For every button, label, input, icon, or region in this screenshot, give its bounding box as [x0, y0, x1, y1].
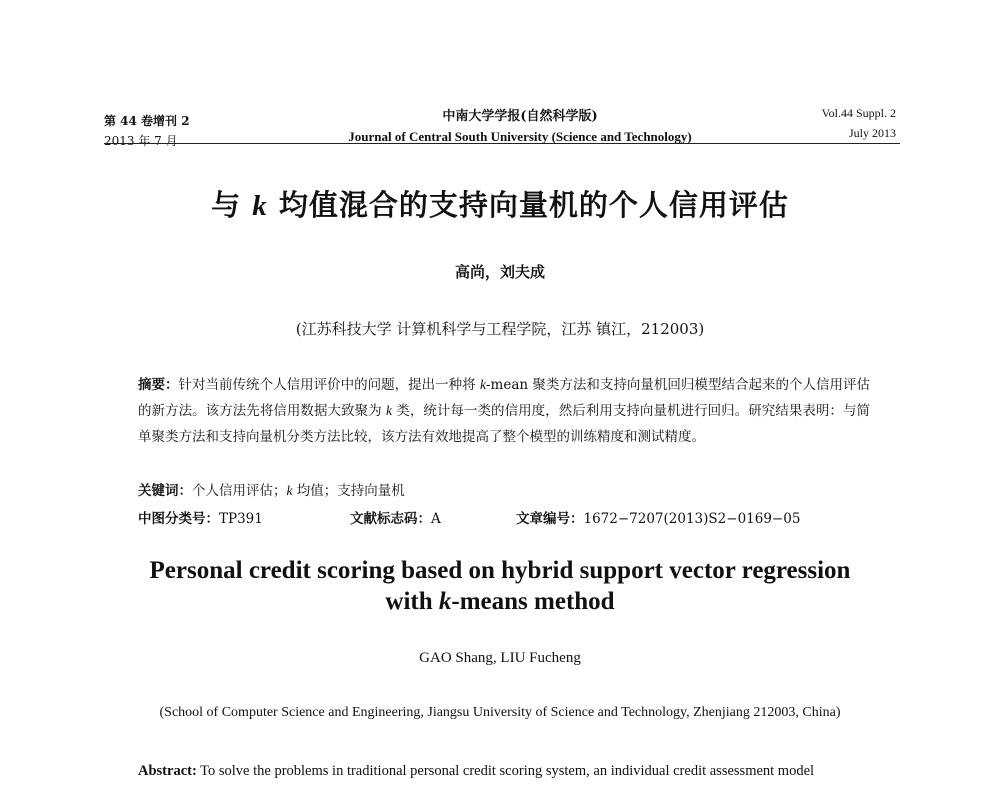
title-cn-post: 均值混合的支持向量机的个人信用评估 — [267, 188, 789, 222]
journal-name — [300, 107, 740, 147]
abstract-cn-k2: k — [385, 403, 392, 418]
art-label: 文章编号： — [516, 511, 584, 527]
abstract-en-text: To solve the problems in traditional personal credit scoring system, an individual credit assessment model — [196, 763, 815, 779]
title-en-line1: Personal credit scoring based on hybrid support vector regression — [149, 557, 851, 584]
keywords-cn — [138, 480, 405, 502]
paper-title-cn — [0, 183, 1000, 224]
date-en: July 2013 — [848, 126, 896, 140]
affiliation-en: (School of Computer Science and Engineering, Jiangsu University of Science and Technology, Zhenjiang 212003, China) — [159, 705, 841, 720]
abstract-cn-k1: k — [479, 377, 486, 392]
article-number — [516, 508, 800, 530]
abstract-cn — [138, 372, 870, 450]
journal-volume-cn — [104, 111, 190, 151]
clc-value: TP391 — [219, 511, 263, 527]
keywords-cn-text2: 均值；支持向量机 — [292, 483, 405, 499]
journal-name-cn: 中南大学学报(自然科学版) — [442, 109, 598, 124]
document-code — [350, 508, 441, 530]
title-en-line2 — [0, 586, 1000, 617]
clc-number — [138, 508, 263, 530]
title-en-line2-post: -means method — [451, 588, 615, 615]
journal-name-en: Journal of Central South University (Science and Technology) — [348, 129, 692, 144]
abstract-cn-part2: -mean 聚类方法和支持向量机回归模型结合起来的个人信用评估的新方法。该方法先将信用数据大致聚为 — [138, 377, 871, 419]
art-value: 1672−7207(2013)S2−0169−05 — [583, 511, 801, 527]
authors-en: GAO Shang, LIU Fucheng — [419, 650, 581, 666]
abstract-en-label: Abstract: — [138, 763, 197, 779]
abstract-cn-label: 摘要： — [138, 377, 179, 393]
abstract-cn-part3: 类，统计每一类的信用度，然后利用支持向量机进行回归。研究结果表明：与简单聚类方法和支持向量机分类方法比较，该方法有效地提高了整个模型的训练精度和测试精度。 — [138, 403, 870, 445]
clc-label: 中图分类号： — [138, 511, 219, 527]
abstract-cn-part1: 针对当前传统个人信用评价中的问题，提出一种将 — [178, 377, 480, 393]
keywords-cn-label: 关键词： — [138, 483, 192, 499]
keywords-cn-text1: 个人信用评估； — [192, 483, 287, 499]
abstract-en — [138, 760, 870, 782]
authors-cn: 高尚，刘夫成 — [454, 263, 545, 281]
header-rule — [104, 143, 900, 144]
affiliation-cn: (江苏科技大学 计算机科学与工程学院，江苏 镇江，212003) — [295, 320, 705, 338]
title-cn-k: k — [252, 190, 268, 222]
paper-title-en — [0, 555, 1000, 617]
volume-cn: 第 44 卷增刊 2 — [104, 114, 190, 128]
date-cn: 2013 年 7 月 — [104, 134, 178, 148]
volume-en: Vol.44 Suppl. 2 — [821, 106, 896, 120]
keywords-cn-k: k — [286, 483, 293, 498]
journal-volume-en — [822, 103, 896, 143]
title-cn-pre: 与 — [211, 188, 253, 222]
doc-label: 文献标志码： — [350, 511, 431, 527]
title-en-k: k — [438, 588, 452, 615]
title-en-line2-pre: with — [385, 588, 439, 615]
doc-value: A — [431, 511, 441, 527]
